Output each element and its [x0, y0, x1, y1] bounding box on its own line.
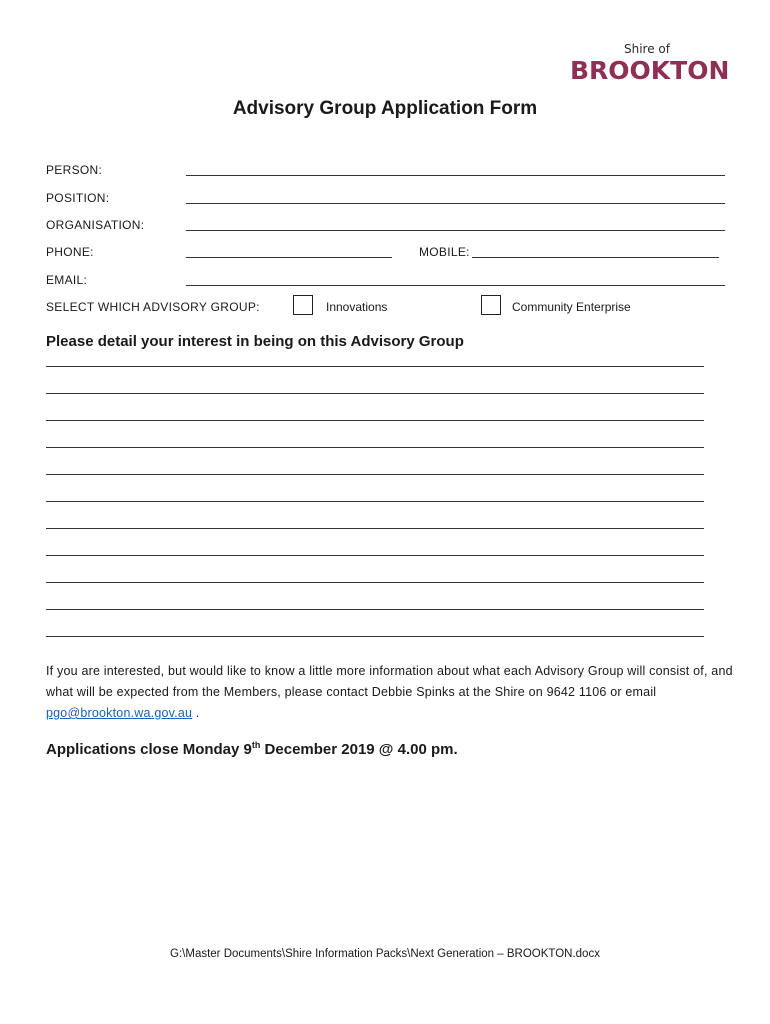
footer-path: G:\Master Documents\Shire Information Packs\Next Generation – BROOKTON.docx	[170, 948, 600, 960]
interest-line[interactable]	[46, 420, 704, 421]
email-label: EMAIL:	[46, 273, 88, 287]
interest-line[interactable]	[46, 555, 704, 556]
organisation-field[interactable]	[186, 230, 725, 231]
mobile-label: MOBILE:	[419, 245, 470, 259]
interest-line[interactable]	[46, 447, 704, 448]
interest-line[interactable]	[46, 609, 704, 610]
innovations-option-label: Innovations	[326, 300, 388, 314]
interest-line[interactable]	[46, 636, 704, 637]
brookton-logo	[570, 40, 730, 85]
interest-line[interactable]	[46, 501, 704, 502]
interest-line[interactable]	[46, 474, 704, 475]
organisation-label: ORGANISATION:	[46, 218, 145, 232]
person-field[interactable]	[186, 175, 725, 176]
position-field[interactable]	[186, 203, 725, 204]
mobile-field[interactable]	[472, 257, 719, 258]
logo-wordmark: BROOKTON	[570, 56, 730, 85]
contact-email-link[interactable]: pgo@brookton.wa.gov.au	[46, 706, 193, 720]
phone-label: PHONE:	[46, 245, 94, 259]
info-paragraph	[46, 661, 736, 724]
applications-close-notice	[46, 740, 458, 758]
info-text-end: .	[192, 706, 200, 720]
email-field[interactable]	[186, 285, 725, 286]
interest-line[interactable]	[46, 393, 704, 394]
phone-field[interactable]	[186, 257, 392, 258]
close-suffix: December 2019 @ 4.00 pm.	[260, 741, 458, 758]
close-prefix: Applications close Monday 9	[46, 741, 252, 758]
community-enterprise-checkbox[interactable]	[481, 295, 501, 315]
form-title: Advisory Group Application Form	[232, 98, 538, 119]
person-label: PERSON:	[46, 163, 103, 177]
interest-line[interactable]	[46, 528, 704, 529]
advisory-group-label: SELECT WHICH ADVISORY GROUP:	[46, 300, 260, 314]
position-label: POSITION:	[46, 191, 110, 205]
info-text: If you are interested, but would like to know a little more information about what each Advisory Group will consist of, and what will be expected from the Members, please contact Debbie Spinks at the Shire on 9642 1106 or email	[46, 664, 733, 699]
community-enterprise-option-label: Community Enterprise	[512, 300, 631, 314]
interest-line[interactable]	[46, 582, 704, 583]
logo-shire-of: Shire of	[624, 42, 670, 56]
interest-line[interactable]	[46, 366, 704, 367]
close-sup: th	[251, 740, 261, 750]
innovations-checkbox[interactable]	[293, 295, 313, 315]
interest-heading: Please detail your interest in being on this Advisory Group	[46, 333, 464, 350]
